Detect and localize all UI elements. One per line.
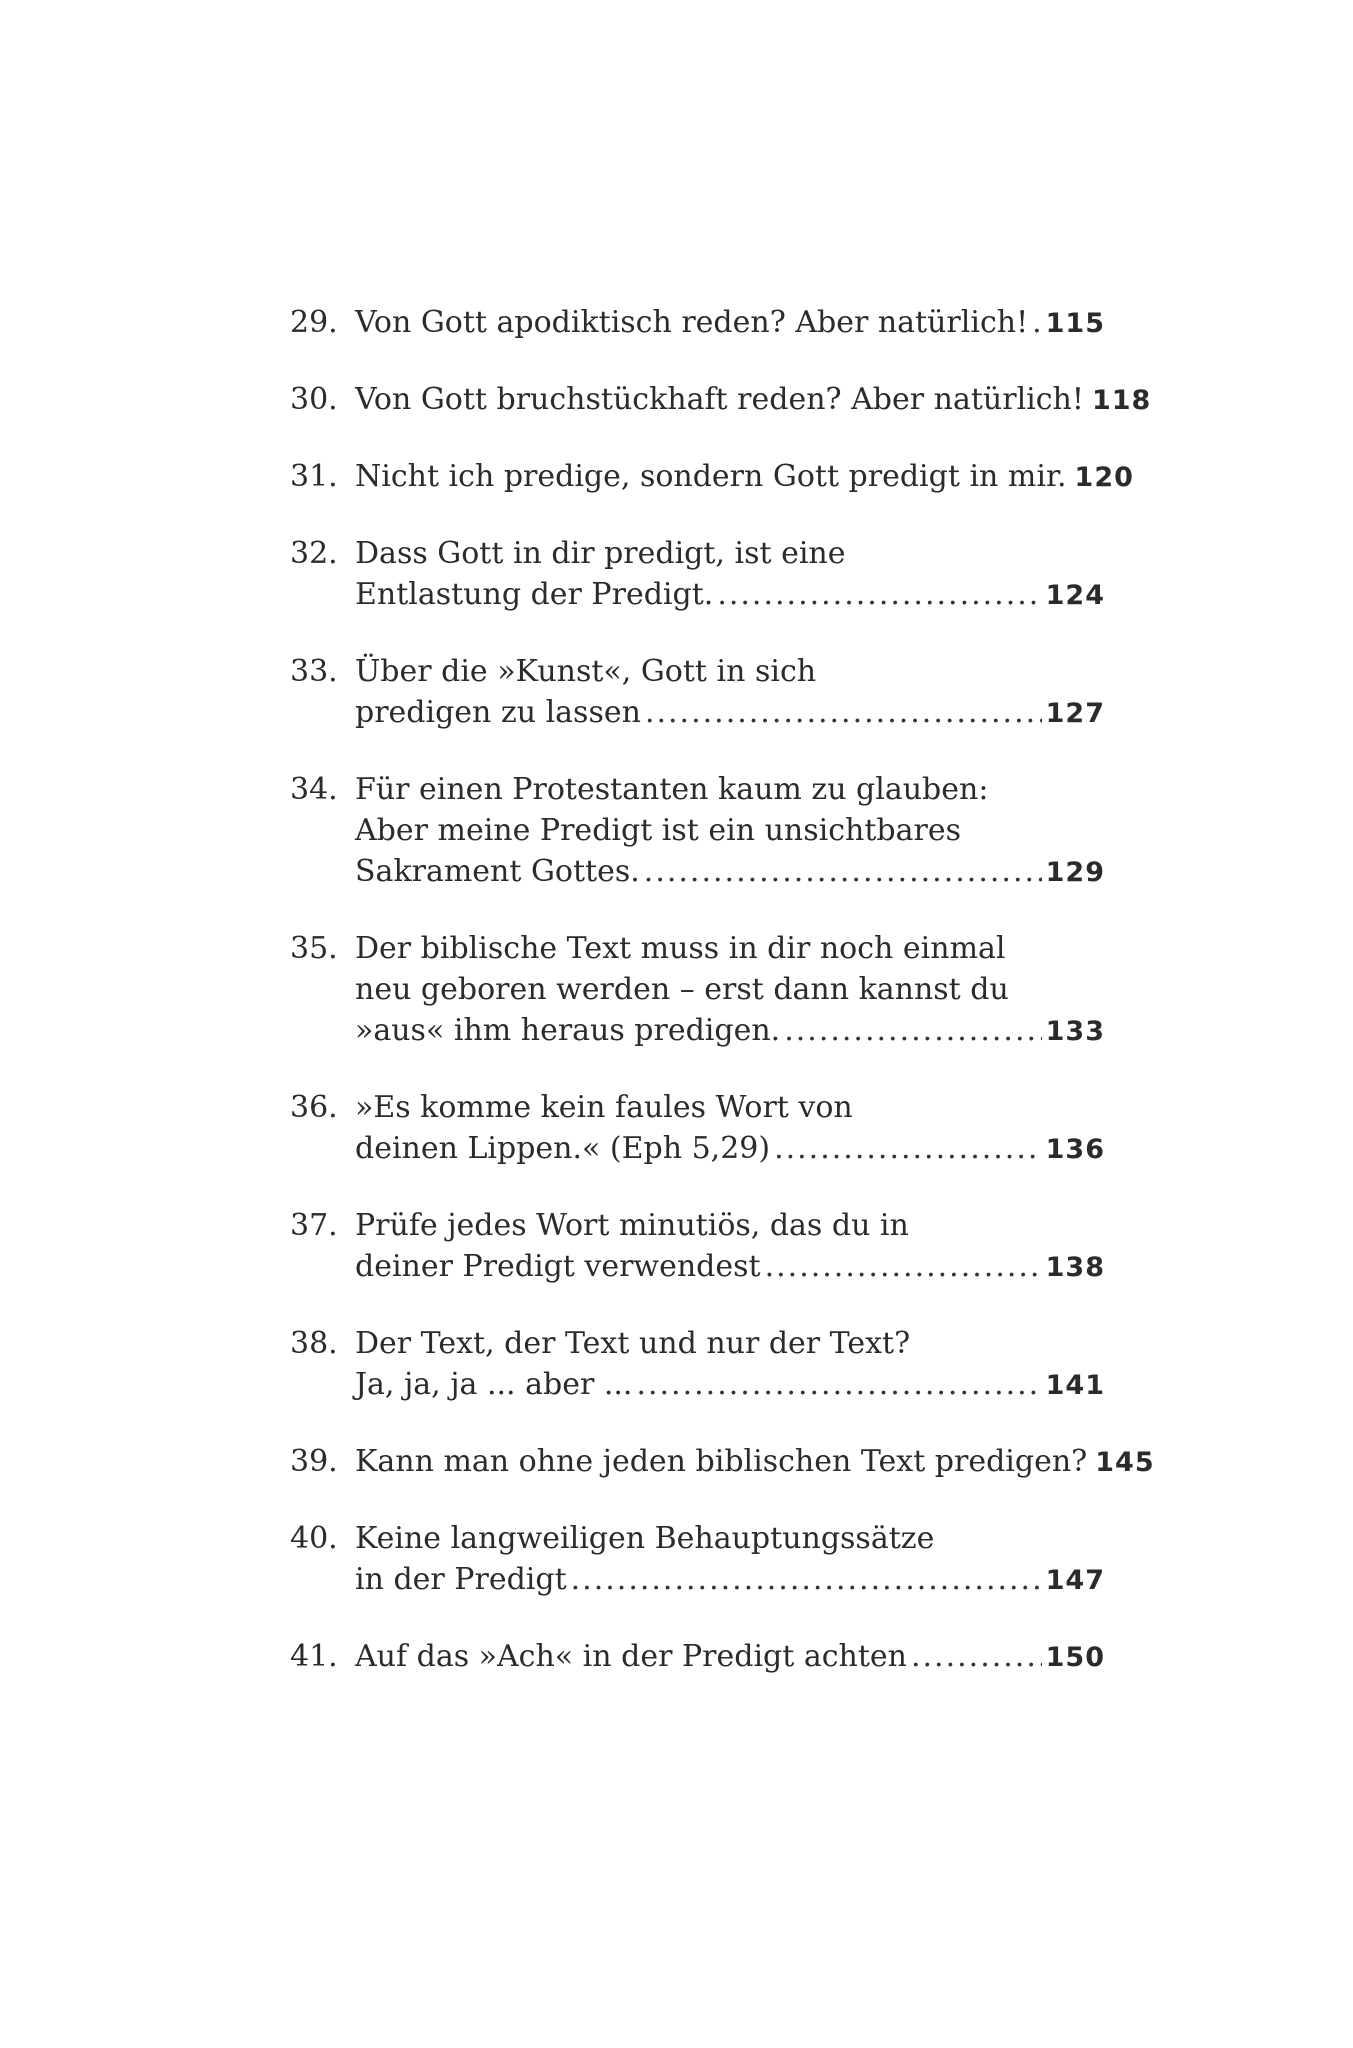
toc-entry-number: 37. xyxy=(290,1208,338,1243)
toc-entry-page-number: 127 xyxy=(1045,698,1105,729)
toc-entry-title-line: predigen zu lassen xyxy=(355,695,641,730)
toc-entry-page-number: 129 xyxy=(1045,857,1105,888)
toc-entry-title-line: Für einen Protestanten kaum zu glauben: xyxy=(355,772,989,807)
toc-entry-title-line: Auf das »Ach« in der Predigt achten xyxy=(355,1639,907,1674)
toc-entry-title xyxy=(355,456,1134,498)
toc-entry-final-line xyxy=(355,1636,1105,1678)
toc-entry-title-line: Von Gott apodiktisch reden? Aber natürlich! xyxy=(355,305,1029,340)
toc-entry-page-number: 133 xyxy=(1045,1016,1105,1047)
toc-entry-title-line: Entlastung der Predigt. xyxy=(355,577,714,612)
toc-entry-number: 29. xyxy=(290,305,338,340)
toc-entry xyxy=(290,1518,1105,1601)
toc-entry-page-number: 147 xyxy=(1045,1565,1105,1596)
toc-entry-title-line: Kann man ohne jeden biblischen Text predigen? xyxy=(355,1444,1088,1479)
dot-leader xyxy=(644,851,1042,892)
toc-entry-number: 36. xyxy=(290,1090,338,1125)
toc-entry xyxy=(290,1087,1105,1170)
dot-leader xyxy=(717,574,1041,615)
toc-entry-page-number: 124 xyxy=(1045,580,1105,611)
toc-entry-page-number: 145 xyxy=(1095,1447,1155,1478)
toc-entry-title-line: Dass Gott in dir predigt, ist eine xyxy=(355,536,846,571)
toc-entry-number: 31. xyxy=(290,459,338,494)
toc-entry xyxy=(290,1636,1105,1678)
toc-entry xyxy=(290,928,1105,1052)
toc-entry xyxy=(290,651,1105,734)
toc-entry-number: 33. xyxy=(290,654,338,689)
toc-entry-final-line xyxy=(355,1559,1105,1601)
toc-entry-title xyxy=(355,379,1152,421)
toc-entry xyxy=(290,302,1105,344)
toc-entry-title-line: Nicht ich predige, sondern Gott predigt in mir. xyxy=(355,459,1067,494)
toc-entry-title-line: Prüfe jedes Wort minutiös, das du in xyxy=(355,1208,909,1243)
toc-entry xyxy=(290,769,1105,893)
toc-entry-final-line xyxy=(355,1441,1155,1483)
toc-entry-title-line: Der biblische Text muss in dir noch einmal xyxy=(355,931,1006,966)
dot-leader xyxy=(911,1636,1042,1677)
toc-entry-number: 39. xyxy=(290,1444,338,1479)
toc-entry-title xyxy=(355,651,1105,734)
toc-entry-title xyxy=(355,769,1105,893)
toc-entry-title-line: Aber meine Predigt ist ein unsichtbares xyxy=(355,813,961,848)
toc-entry xyxy=(290,1323,1105,1406)
toc-entry-final-line xyxy=(355,1364,1105,1406)
toc-entry-page-number: 141 xyxy=(1045,1370,1105,1401)
table-of-contents xyxy=(290,302,1155,1713)
toc-entry-final-line xyxy=(355,302,1105,344)
toc-entry-final-line xyxy=(355,1246,1105,1288)
toc-entry xyxy=(290,1441,1155,1483)
dot-leader xyxy=(774,1128,1042,1169)
toc-entry-final-line xyxy=(355,456,1134,498)
toc-entry-title xyxy=(355,928,1105,1052)
toc-entry-title xyxy=(355,1323,1105,1406)
dot-leader xyxy=(765,1246,1042,1287)
toc-entry-title xyxy=(355,1636,1105,1678)
toc-entry xyxy=(290,456,1134,498)
toc-entry-number: 38. xyxy=(290,1326,338,1361)
toc-entry-number: 41. xyxy=(290,1639,338,1674)
toc-entry-title-line: neu geboren werden – erst dann kannst du xyxy=(355,972,1009,1007)
toc-entry-title-line: Keine langweiligen Behauptungssätze xyxy=(355,1521,935,1556)
toc-entry-title-line: Ja, ja, ja ... aber ... xyxy=(355,1367,633,1402)
toc-entry-final-line xyxy=(355,692,1105,734)
toc-entry-page-number: 118 xyxy=(1091,385,1152,416)
toc-entry-number: 30. xyxy=(290,382,338,417)
toc-entry-title-line: »aus« ihm heraus predigen. xyxy=(355,1013,781,1048)
toc-entry-title xyxy=(355,533,1105,616)
toc-entry-title-line: deiner Predigt verwendest xyxy=(355,1249,761,1284)
dot-leader xyxy=(645,692,1042,733)
toc-entry-title-line: »Es komme kein faules Wort von xyxy=(355,1090,853,1125)
dot-leader xyxy=(1032,302,1042,343)
toc-entry xyxy=(290,379,1152,421)
toc-entry-number: 32. xyxy=(290,536,338,571)
toc-entry-final-line xyxy=(355,1128,1105,1170)
toc-entry-title xyxy=(355,1518,1105,1601)
toc-entry-title-line: deinen Lippen.« (Eph 5,29) xyxy=(355,1131,771,1166)
dot-leader xyxy=(784,1010,1041,1051)
toc-entry-final-line xyxy=(355,379,1152,421)
toc-entry-title xyxy=(355,1087,1105,1170)
toc-entry-title-line: Sakrament Gottes. xyxy=(355,854,640,889)
toc-entry-title xyxy=(355,1441,1155,1483)
toc-entry xyxy=(290,1205,1105,1288)
toc-entry-page-number: 150 xyxy=(1045,1642,1105,1673)
toc-entry-page-number: 120 xyxy=(1074,462,1134,493)
toc-entry-final-line xyxy=(355,851,1105,893)
toc-entry-page-number: 115 xyxy=(1045,308,1105,339)
toc-entry-final-line xyxy=(355,574,1105,616)
toc-entry-final-line xyxy=(355,1010,1105,1052)
toc-entry xyxy=(290,533,1105,616)
toc-entry-title-line: Der Text, der Text und nur der Text? xyxy=(355,1326,911,1361)
toc-entry-title-line: in der Predigt xyxy=(355,1562,567,1597)
toc-entry-number: 34. xyxy=(290,772,338,807)
dot-leader xyxy=(636,1364,1041,1405)
toc-entry-title-line: Über die »Kunst«, Gott in sich xyxy=(355,654,817,689)
toc-entry-title-line: Von Gott bruchstückhaft reden? Aber natürlich! xyxy=(355,382,1084,417)
toc-entry-page-number: 138 xyxy=(1045,1252,1105,1283)
dot-leader xyxy=(571,1559,1042,1600)
toc-entry-number: 40. xyxy=(290,1521,338,1556)
toc-entry-title xyxy=(355,1205,1105,1288)
toc-entry-page-number: 136 xyxy=(1045,1134,1105,1165)
toc-entry-title xyxy=(355,302,1105,344)
toc-entry-number: 35. xyxy=(290,931,338,966)
